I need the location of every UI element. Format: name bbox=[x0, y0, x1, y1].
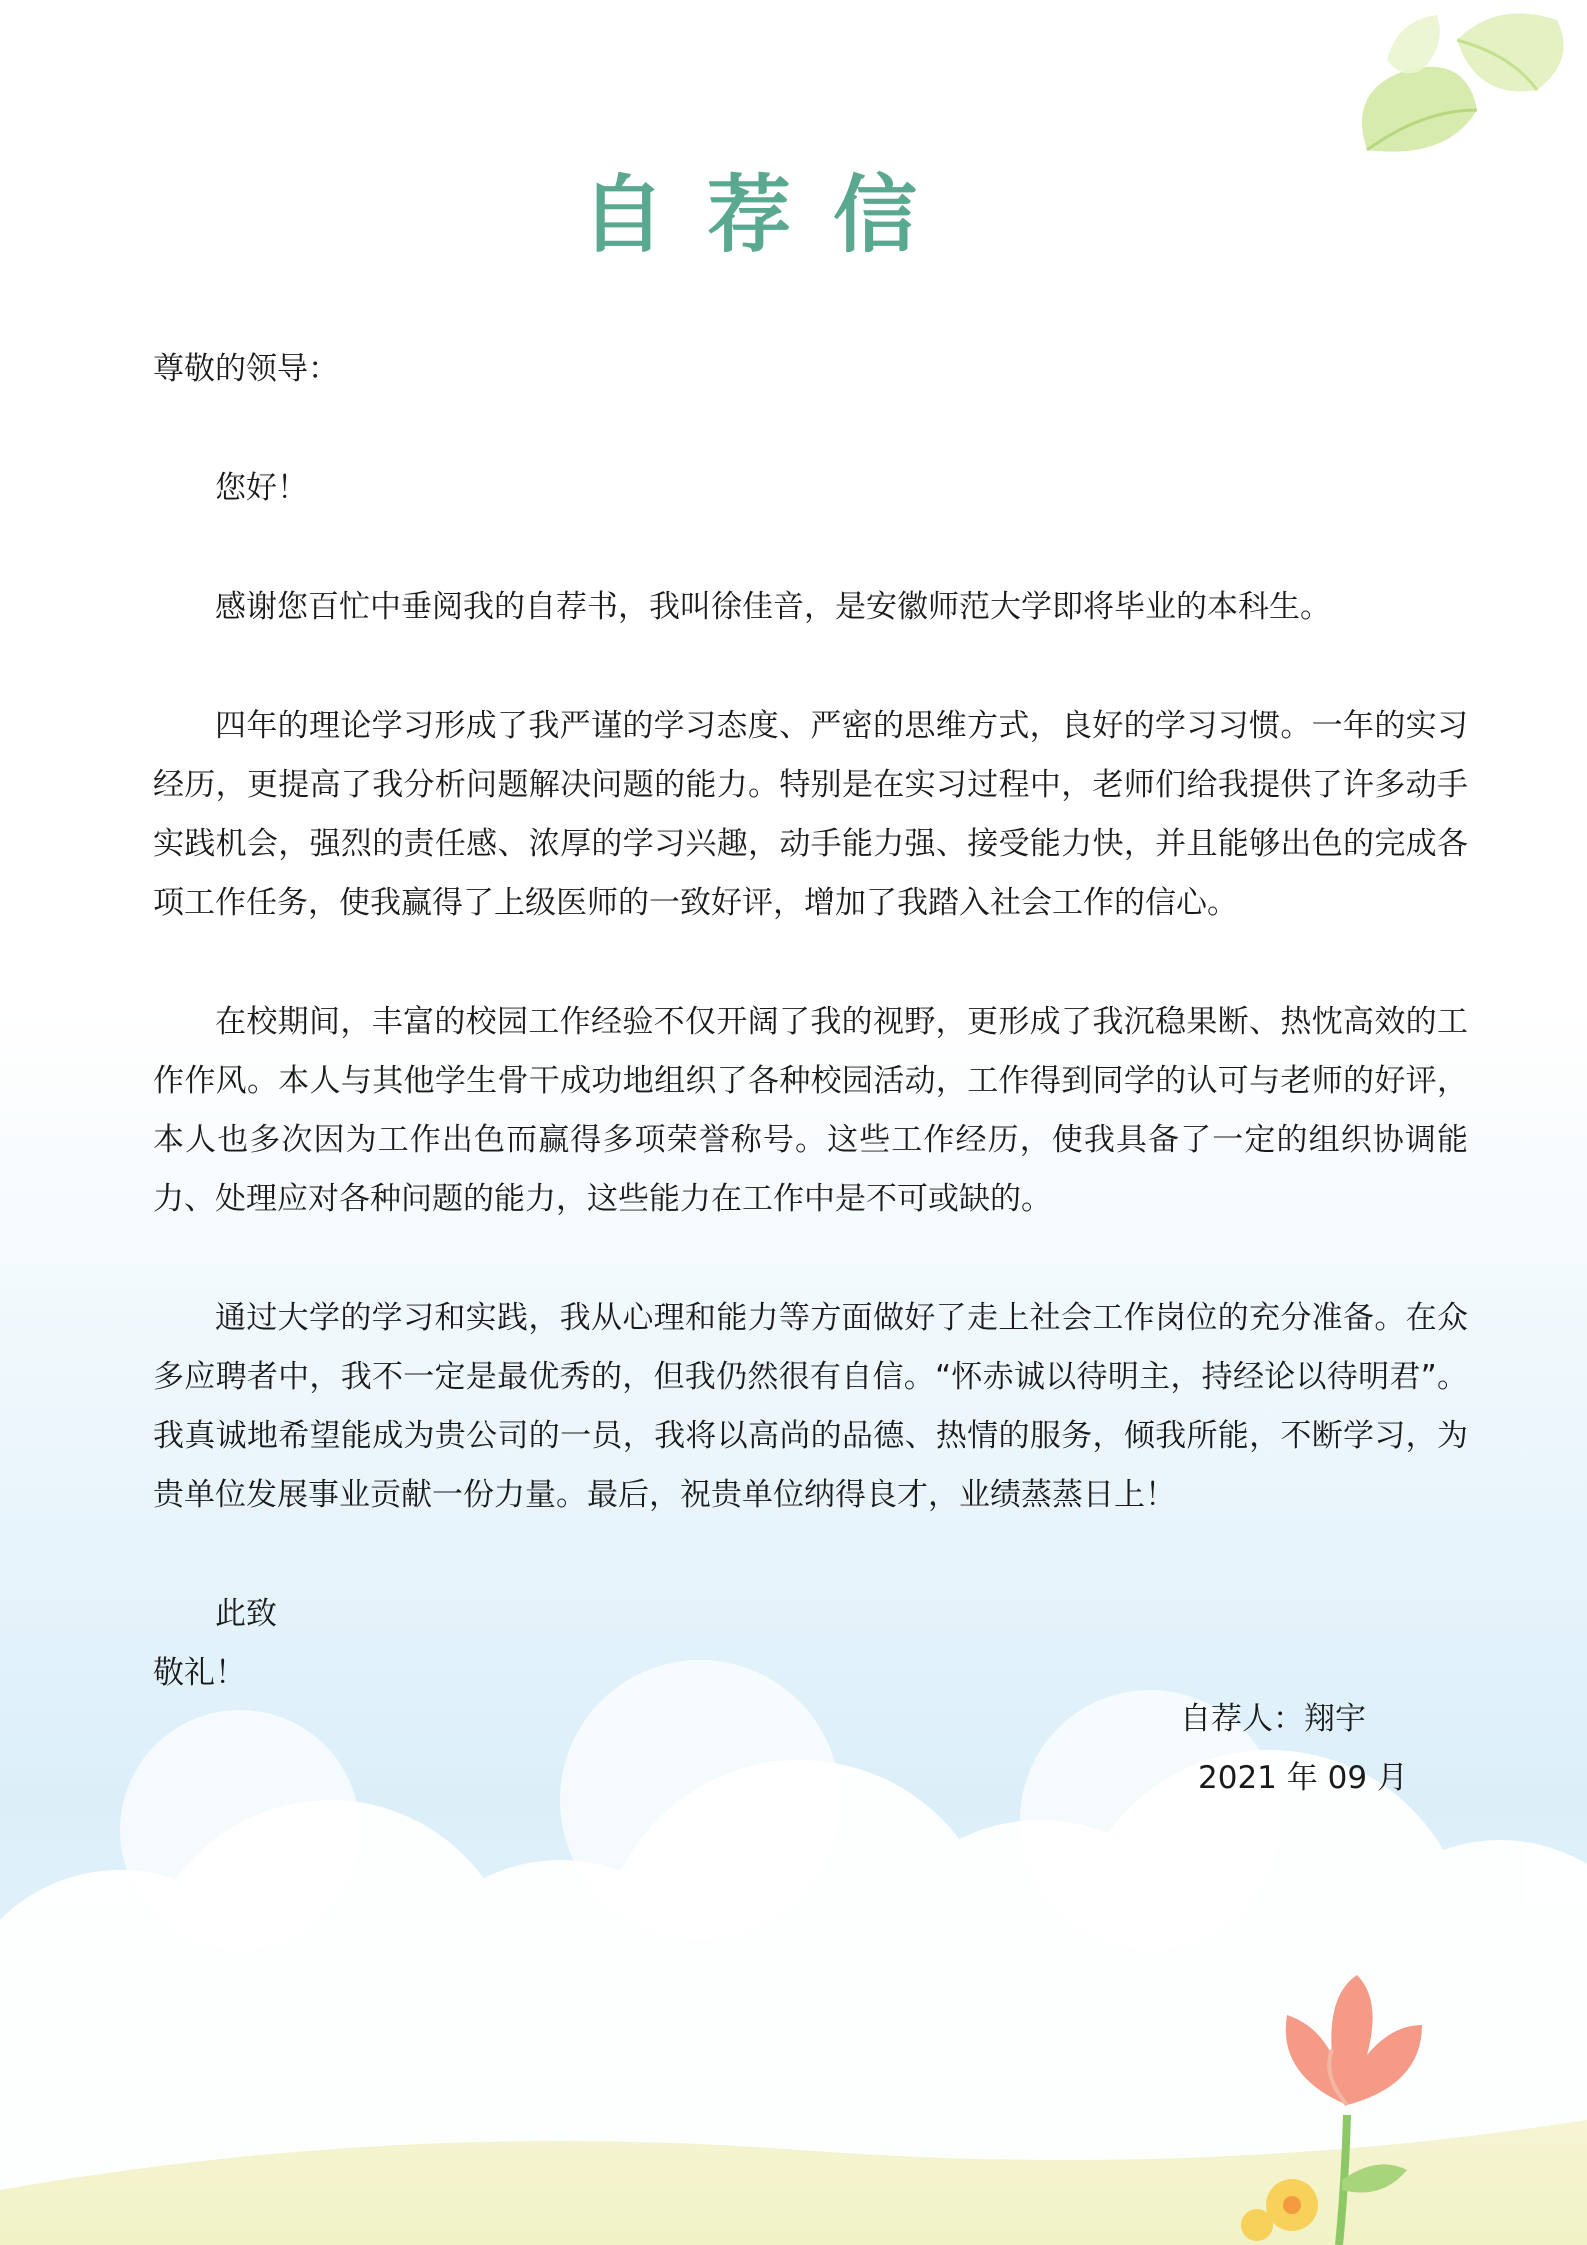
signer-name: 自荐人：翔宇 bbox=[1180, 1701, 1366, 1737]
paragraph-conclusion: 通过大学的学习和实践，我从心理和能力等方面做好了走上社会工作岗位的充分准备。在众多应聘者中，我不一定是最优秀的，但我仍然很有自信。“怀赤诚以待明主，持经论以待明君”。我真诚地希望能成为贵公司的一员，我将以高尚的品德、热情的服务，倾我所能，不断学习，为贵单位发展事业贡献一份力量。最后，祝贵单位纳得良才，业绩蒸蒸日上！ bbox=[153, 1300, 1468, 1513]
paragraph-study: 四年的理论学习形成了我严谨的学习态度、严密的思维方式，良好的学习习惯。一年的实习经历，更提高了我分析问题解决问题的能力。特别是在实习过程中，老师们给我提供了许多动手实践机会，强烈的责任感、浓厚的学习兴趣，动手能力强、接受能力快，并且能够出色的完成各项工作任务，使我赢得了上级医师的一致好评，增加了我踏入社会工作的信心。 bbox=[153, 708, 1468, 921]
leaf-icon bbox=[1362, 13, 1564, 151]
page-title: 自荐信 bbox=[580, 166, 959, 264]
signature-block bbox=[1180, 1690, 1500, 1808]
paragraph-campus: 在校期间，丰富的校园工作经验不仅开阔了我的视野，更形成了我沉稳果断、热忱高效的工作作风。本人与其他学生骨干成功地组织了各种校园活动，工作得到同学的认可与老师的好评，本人也多次因为工作出色而赢得多项荣誉称号。这些工作经历，使我具备了一定的组织协调能力、处理应对各种问题的能力，这些能力在工作中是不可或缺的。 bbox=[153, 1004, 1468, 1217]
closing-line-2: 敬礼！ bbox=[153, 1655, 246, 1691]
closing-line-1: 此致 bbox=[215, 1596, 277, 1632]
flower-icon bbox=[1241, 1975, 1422, 2245]
paragraph-intro: 感谢您百忙中垂阅我的自荐书，我叫徐佳音，是安徽师范大学即将毕业的本科生。 bbox=[215, 589, 1331, 625]
signature-date: 2021 年 09 月 bbox=[1198, 1760, 1408, 1796]
letter-body bbox=[153, 340, 1468, 1703]
leaves-decoration bbox=[1327, 0, 1587, 170]
flower-decoration bbox=[1217, 1955, 1477, 2245]
salutation: 尊敬的领导： bbox=[153, 351, 339, 387]
greeting: 您好！ bbox=[215, 470, 308, 506]
